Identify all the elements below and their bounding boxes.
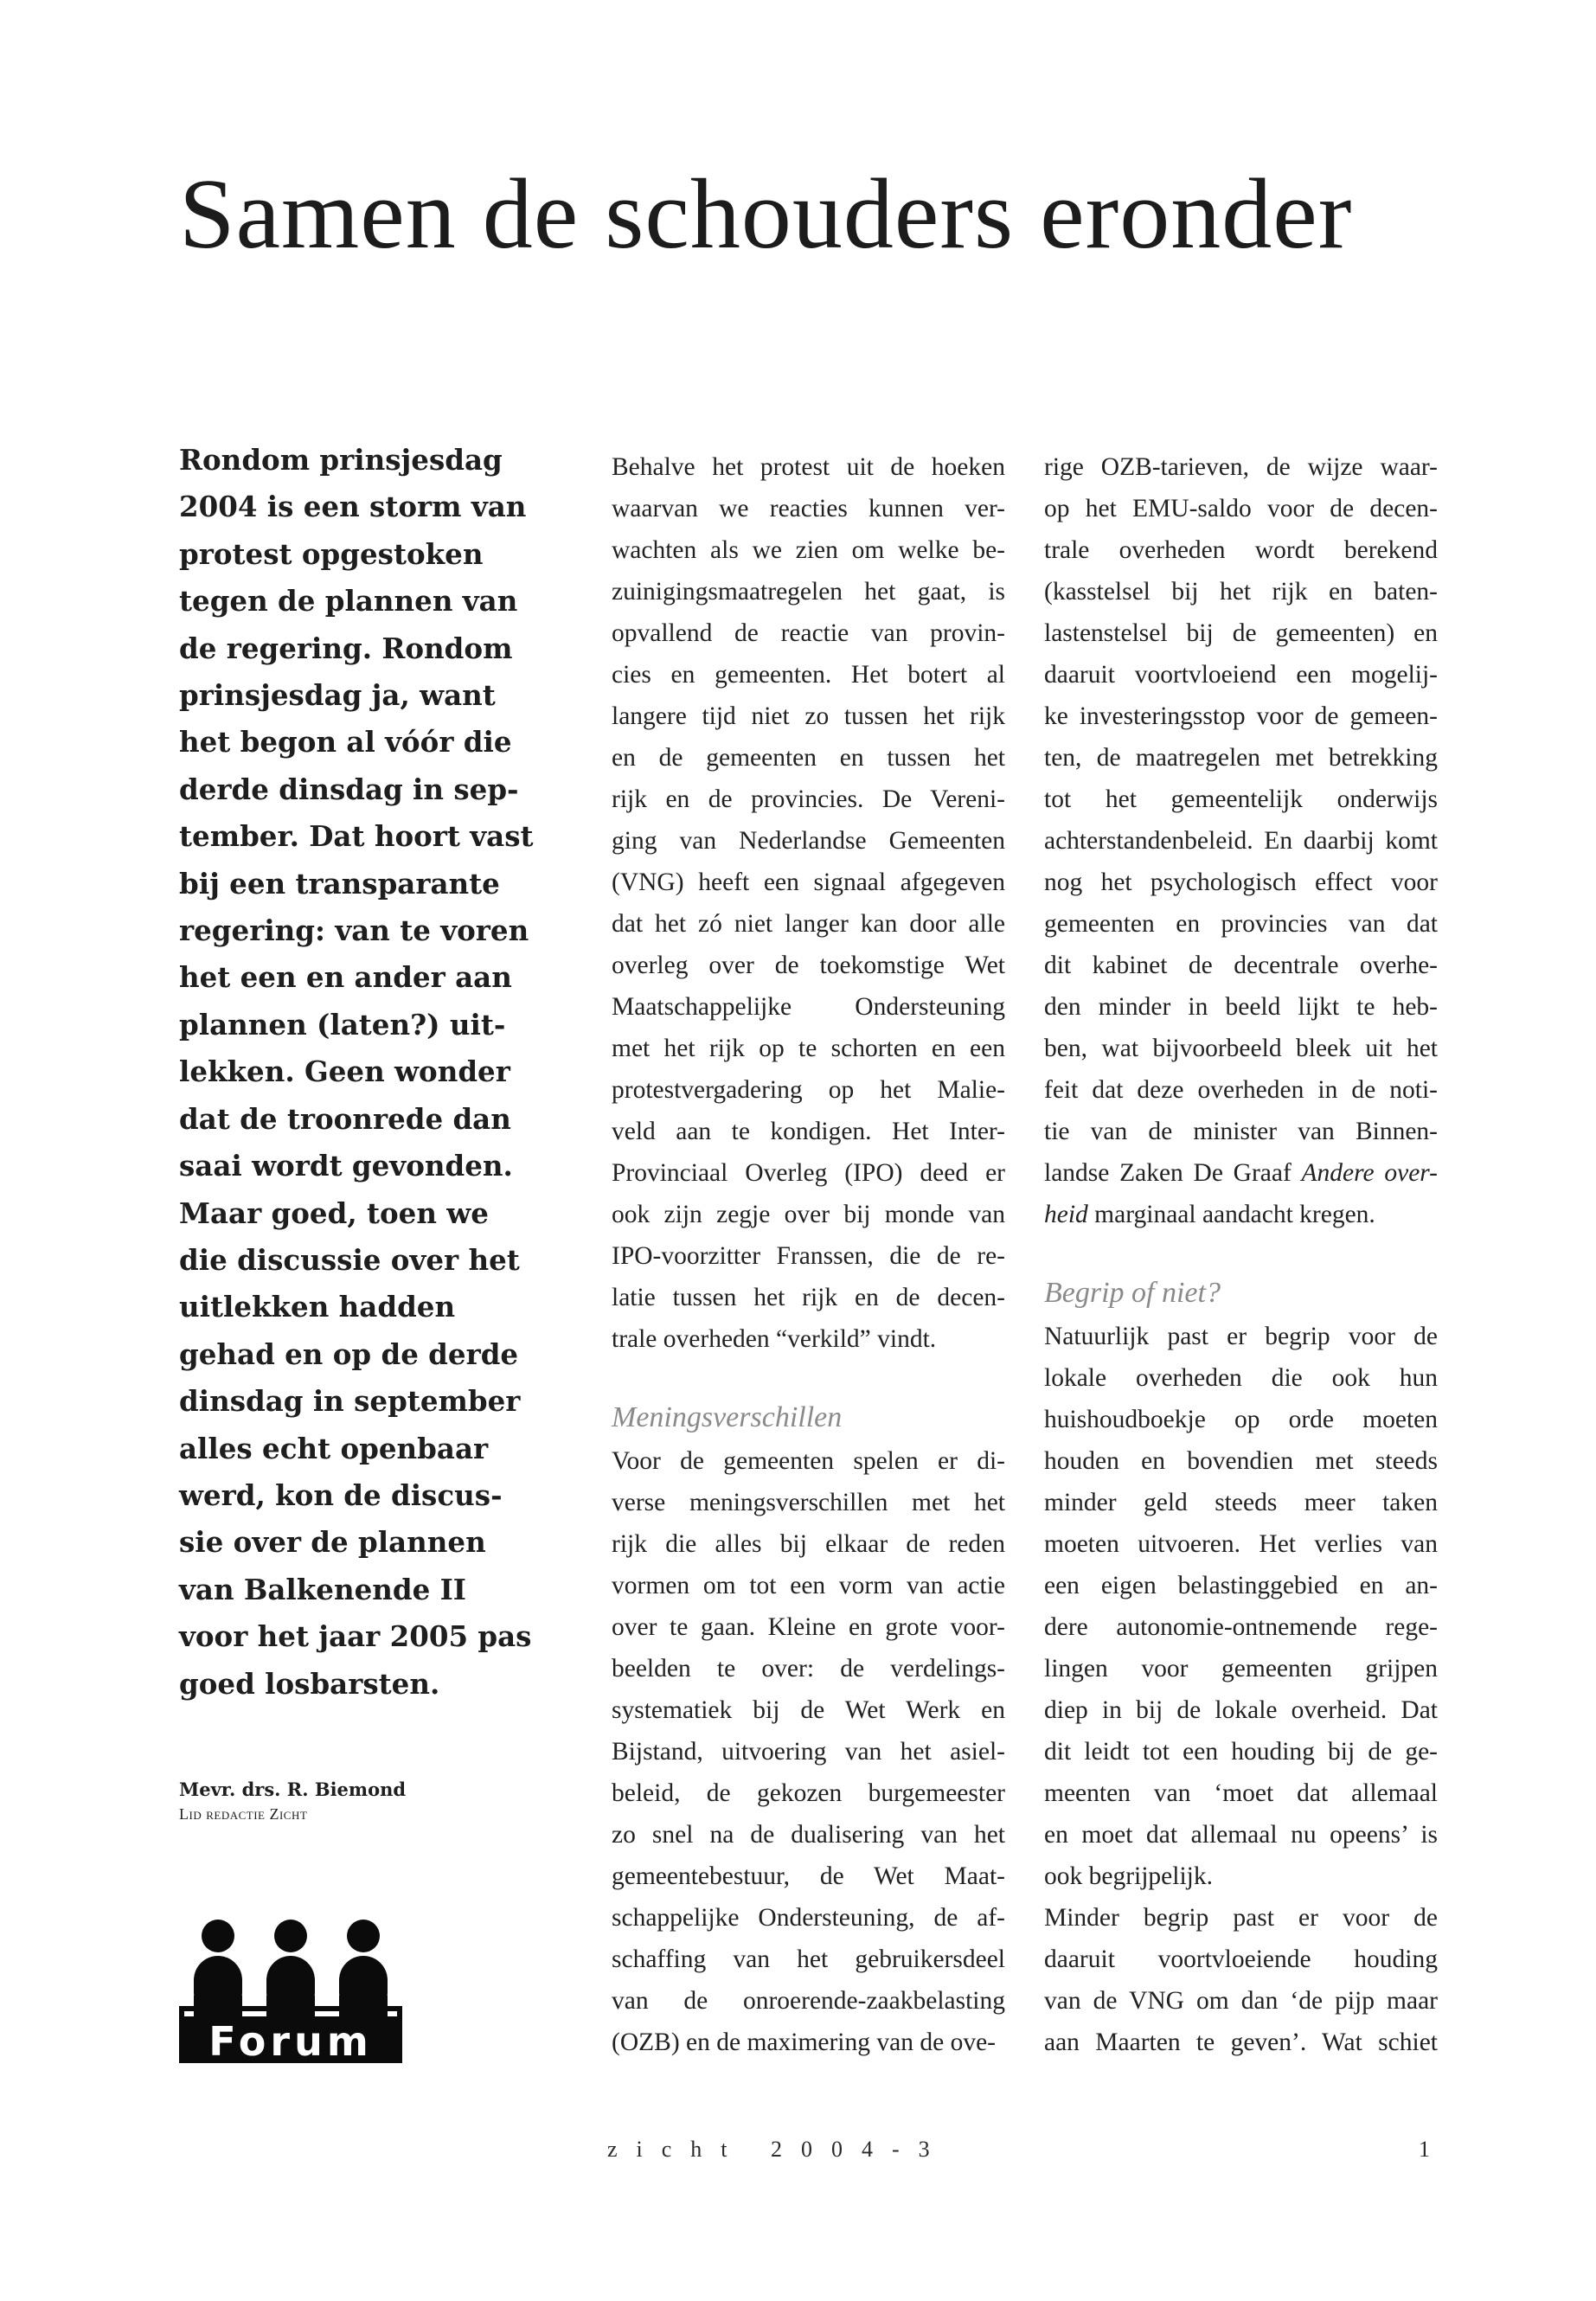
author-block [179,1777,508,1825]
line [1044,1194,1438,1235]
text-line: op het EMU-saldo voor de decen- [1044,495,1438,522]
text-line: daaruit voortvloeiend een mogelij- [1044,661,1438,689]
text-line: van Balkenende II [179,1572,467,1606]
text-line: (kasstelsel bij het rijk en baten- [1044,578,1438,606]
text-line: voor het jaar 2005 pas [179,1619,532,1654]
column-3-paragraph-1 [1044,446,1438,1152]
text-line: dat de troonrede dan [179,1101,511,1136]
text-line: diep in bij de lokale overheid. Dat [1044,1696,1438,1724]
text-line: Natuurlijk past er begrip voor de [1044,1323,1438,1350]
text-line: rijk die alles bij elkaar de reden [612,1530,1005,1558]
column-3 [1044,446,1438,2063]
text-line: houden en bovendien met steeds [1044,1447,1438,1475]
text-line: lekken. Geen wonder [179,1054,510,1089]
text-line: IPO-voorzitter Franssen, die de re- [612,1242,1005,1270]
column-3-paragraph-3 [1044,1897,1438,2063]
text-line: plannen (laten?) uit- [179,1007,506,1042]
heading-meningsverschillen: Meningsverschillen [612,1401,843,1433]
text-line: Provinciaal Overleg (IPO) deed er [612,1159,1005,1187]
text-line: protest opgestoken [179,536,484,571]
line [1044,1152,1438,1194]
intro-text [179,437,534,1708]
text-line: overleg over de toekomstige Wet [612,952,1005,979]
page-title: Samen de schouders eronder [179,159,1353,270]
text-line: sie over de plannen [179,1525,486,1560]
text-line: opvallend de reactie van provin- [612,619,1005,647]
text-line: over te gaan. Kleine en grote voor- [612,1613,1005,1641]
forum-logo [179,1916,402,2063]
text-line: rijk en de provincies. De Vereni- [612,785,1005,813]
text-line: rige OZB-tarieven, de wijze waar- [1044,453,1438,481]
column-2-paragraph-1 [612,446,1005,1360]
text-line: lastenstelsel bij de gemeenten) en [1044,619,1438,647]
text-line: een eigen belastinggebied en an- [1044,1572,1438,1599]
column-2-paragraph-2 [612,1440,1005,2063]
text-line: dit leidt tot een houding bij de ge- [1044,1738,1438,1766]
text-line: schappelijke Ondersteuning, de af- [612,1904,1005,1932]
text-line: achterstandenbeleid. En daarbij komt [1044,827,1438,855]
text-line: Rondom prinsjesdag [179,443,503,477]
text-line: lokale overheden die ook hun [1044,1364,1438,1392]
text-line: ten, de maatregelen met betrekking [1044,744,1438,772]
text-line: wachten als we zien om welke be- [612,536,1005,564]
text-line: schaffing van het gebruikersdeel [612,1945,1005,1973]
text-line: beelden te over: de verdelings- [612,1655,1005,1682]
text-line: Minder begrip past er voor de [1044,1904,1438,1932]
text-line: gehad en op de derde [179,1336,519,1371]
text-line: het begon al vóór die [179,725,512,760]
text-line: ook begrijpelijk. [1044,1862,1213,1890]
text-line: meenten van ‘moet dat allemaal [1044,1779,1438,1807]
text-line: trale overheden “verkild” vindt. [612,1325,937,1353]
text-line: waarvan we reacties kunnen ver- [612,495,1005,522]
author-role: Lid redactie Zicht [179,1805,308,1823]
text-line: het een en ander aan [179,960,512,995]
text-line: ging van Nederlandse Gemeenten [612,827,1005,855]
text-line: gemeenten en provincies van dat [1044,910,1438,938]
text-line: verse meningsverschillen met het [612,1489,1005,1516]
text-line: gemeentebestuur, de Wet Maat- [612,1862,1005,1890]
text-line: Maar goed, toen we [179,1195,489,1230]
italic-title-part-1: Andere over- [1301,1159,1439,1187]
text-line: Voor de gemeenten spelen er di- [612,1447,1005,1475]
text-line: Bijstand, uitvoering van het asiel- [612,1738,1005,1766]
text-line: Maatschappelijke Ondersteuning [612,993,1005,1021]
page-number: 1 [1419,2137,1430,2162]
text-line: ook zijn zegje over bij monde van [612,1201,1005,1228]
text-line: den minder in beeld lijkt te heb- [1044,993,1438,1021]
text-line: 2004 is een storm van [179,490,527,524]
text-line: vormen om tot een vorm van actie [612,1572,1005,1599]
text-line: veld aan te kondigen. Het Inter- [612,1118,1005,1145]
text-line: beleid, de gekozen burgemeester [612,1779,1005,1807]
text-line: dit kabinet de decentrale overhe- [1044,952,1438,979]
line-text: landse Zaken De Graaf [1044,1159,1292,1187]
text-line: aan Maarten te geven’. Wat schiet [1044,2029,1438,2056]
text-line: zuinigingsmaatregelen het gaat, is [612,578,1005,606]
text-line: moeten uitvoeren. Het verlies van [1044,1530,1438,1558]
text-line: dat het zó niet langer kan door alle [612,910,1005,938]
footer-journal: zicht 2004-3 [607,2137,949,2162]
text-line: tot het gemeentelijk onderwijs [1044,785,1438,813]
text-line: alles echt openbaar [179,1431,489,1465]
text-line: die discussie over het [179,1242,520,1277]
text-line: saai wordt gevonden. [179,1149,513,1183]
column-3-paragraph-2 [1044,1316,1438,1897]
forum-logo-text: Forum [208,2018,373,2063]
text-line: en moet dat allemaal nu opeens’ is [1044,1821,1438,1849]
text-line: Behalve het protest uit de hoeken [612,453,1005,481]
text-line: cies en gemeenten. Het botert al [612,661,1005,689]
text-line: uitlekken hadden [179,1290,456,1324]
text-line: (VNG) heeft een signaal afgegeven [612,868,1005,896]
text-line: met het rijk op te schorten en een [612,1035,1005,1062]
text-line: prinsjesdag ja, want [179,678,496,713]
text-line: de regering. Rondom [179,631,513,665]
text-line: van de onroerende-zaakbelasting [612,1987,1005,2015]
text-line: langere tijd niet zo tussen het rijk [612,702,1005,730]
column-2 [612,446,1005,2063]
text-line: tember. Dat hoort vast [179,819,534,854]
text-line: ben, wat bijvoorbeeld bleek uit het [1044,1035,1438,1062]
text-line: dinsdag in september [179,1384,521,1419]
text-line: lingen voor gemeenten grijpen [1044,1655,1438,1682]
text-line: derde dinsdag in sep- [179,772,519,806]
text-line: latie tussen het rijk en de decen- [612,1284,1005,1311]
text-line: werd, kon de discus- [179,1477,503,1512]
text-line: tie van de minister van Binnen- [1044,1118,1438,1145]
text-line: feit dat deze overheden in de noti- [1044,1076,1438,1104]
text-line: goed losbarsten. [179,1666,440,1701]
text-line: ke investeringsstop voor de gemeen- [1044,702,1438,730]
text-line: regering: van te voren [179,913,529,948]
italic-title-part-2: heid [1044,1201,1088,1228]
text-line: nog het psychologisch effect voor [1044,868,1438,896]
text-line: zo snel na de dualisering van het [612,1821,1005,1849]
text-line: minder geld steeds meer taken [1044,1489,1438,1516]
text-line: tegen de plannen van [179,584,518,619]
text-line: systematiek bij de Wet Werk en [612,1696,1005,1724]
author-name: Mevr. drs. R. Biemond [179,1779,407,1800]
text-line: huishoudboekje op orde moeten [1044,1406,1438,1433]
text-line: van de VNG om dan ‘de pijp maar [1044,1987,1438,2015]
text-line: (OZB) en de maximering van de ove- [612,2029,996,2056]
text-line: daaruit voortvloeiende houding [1044,1945,1438,1973]
three-people-icon [179,1916,402,2063]
text-line: protestvergadering op het Malie- [612,1076,1005,1104]
heading-begrip-of-niet: Begrip of niet? [1044,1277,1221,1309]
text-line: trale overheden wordt berekend [1044,536,1438,564]
text-line: dere autonomie-ontnemende rege- [1044,1613,1438,1641]
text-line: en de gemeenten en tussen het [612,744,1005,772]
text-line: bij een transparante [179,866,500,901]
line-text: marginaal aandacht kregen. [1087,1201,1375,1228]
